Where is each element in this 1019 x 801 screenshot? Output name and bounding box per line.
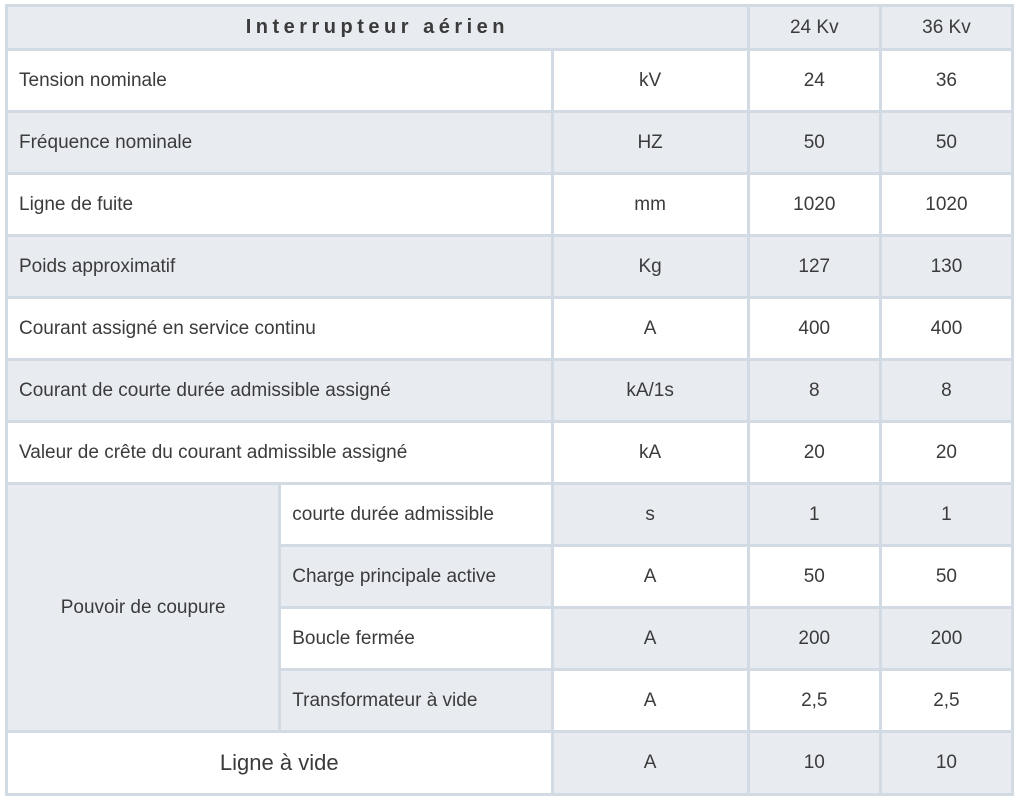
row-value-24kv: 400 xyxy=(748,298,880,360)
row-value-24kv: 8 xyxy=(748,360,880,422)
column-header-36kv: 36 Kv xyxy=(880,6,1012,50)
row-unit: A xyxy=(552,670,748,732)
table-row xyxy=(7,50,1013,112)
row-value-24kv: 20 xyxy=(748,422,880,484)
row-value-36kv: 50 xyxy=(880,112,1012,174)
row-label: Poids approximatif xyxy=(7,236,553,298)
row-value-24kv: 200 xyxy=(748,608,880,670)
row-value-24kv: 1020 xyxy=(748,174,880,236)
row-label: Valeur de crête du courant admissible assigné xyxy=(7,422,553,484)
row-value-24kv: 127 xyxy=(748,236,880,298)
row-unit: Kg xyxy=(552,236,748,298)
row-unit: kA xyxy=(552,422,748,484)
row-value-24kv: 2,5 xyxy=(748,670,880,732)
row-unit: A xyxy=(552,298,748,360)
row-label: Courant de courte durée admissible assigné xyxy=(7,360,553,422)
row-value-36kv: 1020 xyxy=(880,174,1012,236)
row-value-24kv: 50 xyxy=(748,112,880,174)
table-row xyxy=(7,422,1013,484)
row-label: Ligne de fuite xyxy=(7,174,553,236)
row-value-36kv: 10 xyxy=(880,732,1012,795)
table-row xyxy=(7,360,1013,422)
row-value-36kv: 50 xyxy=(880,546,1012,608)
row-value-24kv: 50 xyxy=(748,546,880,608)
header-row xyxy=(7,6,1013,50)
row-value-24kv: 1 xyxy=(748,484,880,546)
group-label: Pouvoir de coupure xyxy=(7,484,280,732)
row-value-36kv: 20 xyxy=(880,422,1012,484)
table-row xyxy=(7,174,1013,236)
row-unit: HZ xyxy=(552,112,748,174)
row-value-36kv: 8 xyxy=(880,360,1012,422)
row-unit: kV xyxy=(552,50,748,112)
row-unit: A xyxy=(552,546,748,608)
row-value-36kv: 2,5 xyxy=(880,670,1012,732)
row-value-24kv: 10 xyxy=(748,732,880,795)
column-header-24kv: 24 Kv xyxy=(748,6,880,50)
table-row xyxy=(7,732,1013,795)
table-row xyxy=(7,484,1013,546)
row-value-24kv: 24 xyxy=(748,50,880,112)
sub-row-label: Boucle fermée xyxy=(280,608,552,670)
spec-table xyxy=(5,4,1014,796)
row-value-36kv: 1 xyxy=(880,484,1012,546)
row-value-36kv: 36 xyxy=(880,50,1012,112)
row-label: Fréquence nominale xyxy=(7,112,553,174)
row-value-36kv: 200 xyxy=(880,608,1012,670)
row-value-36kv: 400 xyxy=(880,298,1012,360)
table-row xyxy=(7,236,1013,298)
sub-row-label: Charge principale active xyxy=(280,546,552,608)
row-value-36kv: 130 xyxy=(880,236,1012,298)
row-unit: s xyxy=(552,484,748,546)
row-label: Courant assigné en service continu xyxy=(7,298,553,360)
table-row xyxy=(7,112,1013,174)
row-unit: kA/1s xyxy=(552,360,748,422)
table-row xyxy=(7,298,1013,360)
row-unit: A xyxy=(552,732,748,795)
row-unit: mm xyxy=(552,174,748,236)
table-title: Interrupteur aérien xyxy=(7,6,749,50)
row-unit: A xyxy=(552,608,748,670)
sub-row-label: Transformateur à vide xyxy=(280,670,552,732)
row-label: Tension nominale xyxy=(7,50,553,112)
sub-row-label: courte durée admissible xyxy=(280,484,552,546)
row-label: Ligne à vide xyxy=(7,732,553,795)
